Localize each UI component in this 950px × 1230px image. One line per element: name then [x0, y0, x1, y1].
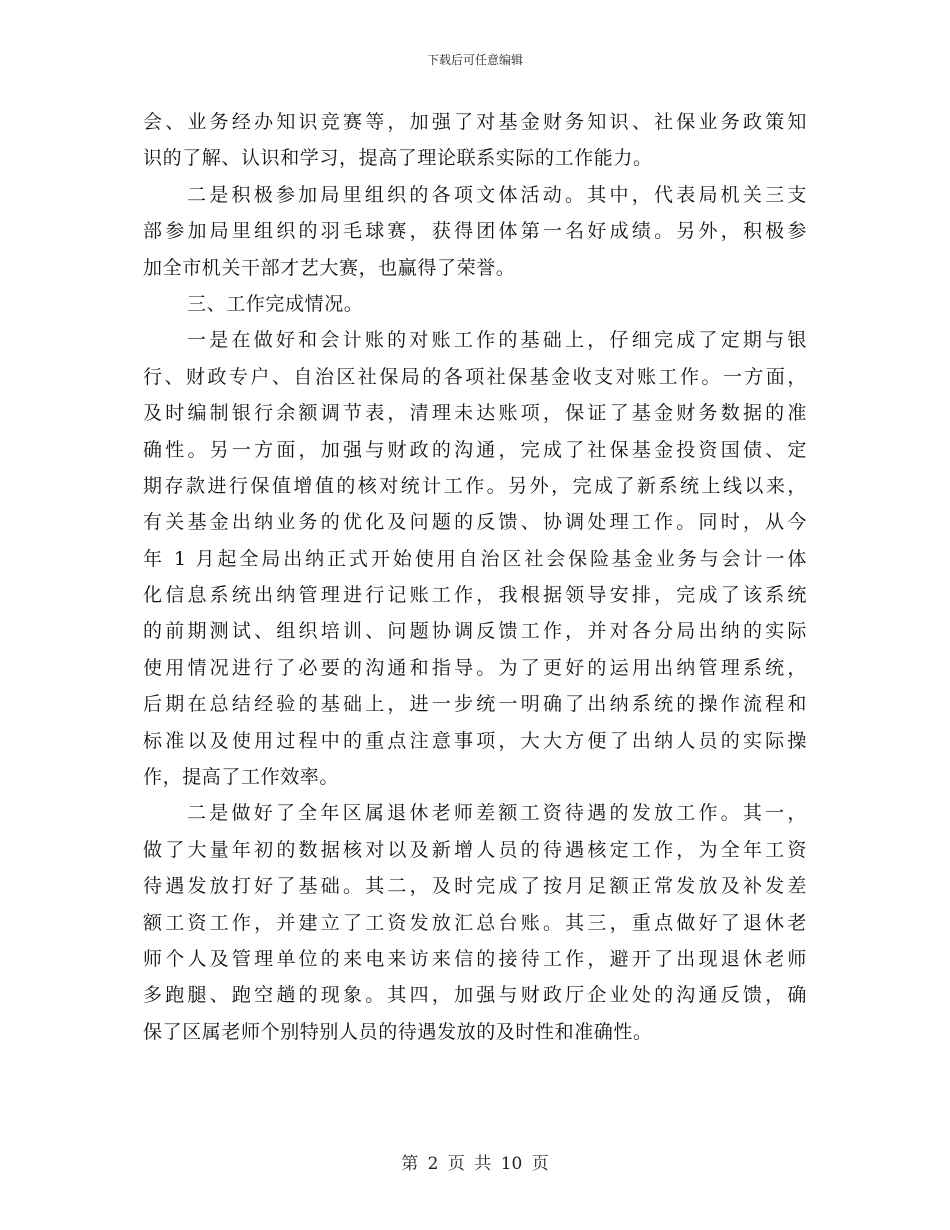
- text-line: 的前期测试、组织培训、问题协调反馈工作，并对各分局出纳的实际: [143, 620, 807, 643]
- text-line: 加全市机关干部才艺大赛，也赢得了荣誉。: [143, 256, 516, 279]
- text-line: 识的了解、认识和学习，提高了理论联系实际的工作能力。: [143, 147, 653, 170]
- text-line: 额工资工作，并建立了工资发放汇总台账。其三，重点做好了退休老: [143, 911, 807, 934]
- text-line: 年 1 月起全局出纳正式开始使用自治区社会保险基金业务与会计一体: [143, 547, 807, 570]
- text-line: 有关基金出纳业务的优化及问题的反馈、协调处理工作。同时，从今: [143, 511, 807, 534]
- text-line: 化信息系统出纳管理进行记账工作，我根据领导安排，完成了该系统: [143, 584, 807, 607]
- text-line: 做了大量年初的数据核对以及新增人员的待遇核定工作，为全年工资: [143, 838, 807, 861]
- page-number-footer: 第 2 页 共 10 页: [401, 1154, 549, 1174]
- text-line: 期存款进行保值增值的核对统计工作。另外，完成了新系统上线以来，: [143, 474, 807, 497]
- text-line: 作，提高了工作效率。: [143, 766, 340, 789]
- text-line: 待遇发放打好了基础。其二，及时完成了按月足额正常发放及补发差: [143, 875, 807, 898]
- text-line: 后期在总结经验的基础上，进一步统一明确了出纳系统的操作流程和: [143, 693, 807, 716]
- text-line: 会、业务经办知识竞赛等，加强了对基金财务知识、社保业务政策知: [143, 111, 807, 133]
- text-line: 确性。另一方面，加强与财政的沟通，完成了社保基金投资国债、定: [143, 438, 807, 461]
- text-line: 二是做好了全年区属退休老师差额工资待遇的发放工作。其一，: [187, 802, 807, 825]
- text-line: 多跑腿、跑空趟的现象。其四，加强与财政厅企业处的沟通反馈，确: [143, 984, 807, 1007]
- document-body: [143, 104, 807, 1050]
- text-line: 二是积极参加局里组织的各项文体活动。其中，代表局机关三支: [187, 183, 807, 206]
- text-line: 三、工作完成情况。: [187, 292, 364, 315]
- text-line: 一是在做好和会计账的对账工作的基础上，仔细完成了定期与银: [187, 329, 807, 352]
- text-line: 使用情况进行了必要的沟通和指导。为了更好的运用出纳管理系统，: [143, 656, 807, 679]
- text-line: 部参加局里组织的羽毛球赛，获得团体第一名好成绩。另外，积极参: [143, 220, 807, 243]
- page-header: 下载后可任意编辑: [426, 53, 523, 67]
- text-line: 保了区属老师个别特别人员的待遇发放的及时性和准确性。: [143, 1020, 653, 1043]
- text-line: 行、财政专户、自治区社保局的各项社保基金收支对账工作。一方面，: [143, 365, 807, 388]
- text-line: 及时编制银行余额调节表，清理未达账项，保证了基金财务数据的准: [143, 402, 807, 425]
- text-line: 标准以及使用过程中的重点注意事项，大大方便了出纳人员的实际操: [143, 729, 807, 752]
- text-line: 师个人及管理单位的来电来访来信的接待工作，避开了出现退休老师: [143, 947, 807, 970]
